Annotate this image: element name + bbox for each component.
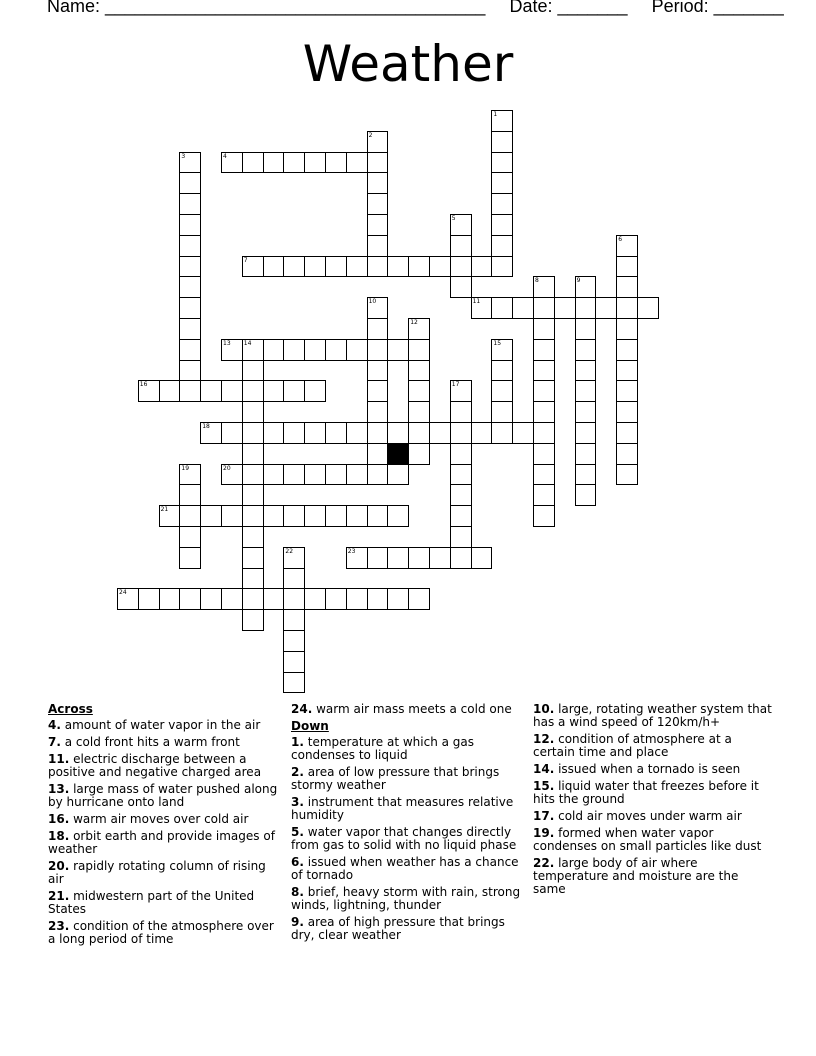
grid-cell[interactable] [575, 443, 597, 465]
grid-cell[interactable] [533, 380, 555, 402]
grid-cell[interactable] [325, 256, 347, 278]
grid-cell[interactable] [367, 214, 389, 236]
grid-cell[interactable] [616, 318, 638, 340]
grid-cell[interactable] [179, 172, 201, 194]
clue-number: 18 [202, 423, 210, 430]
clue-down-19: 19. formed when water vapor condenses on small particles like dust [533, 826, 762, 853]
clue-number: 3 [181, 152, 186, 160]
clue-number: 2 [368, 131, 373, 139]
grid-cell[interactable] [367, 256, 389, 278]
grid-cell[interactable] [408, 360, 430, 382]
grid-cell[interactable] [283, 547, 305, 569]
grid-cell[interactable] [450, 256, 472, 278]
grid-cell[interactable] [221, 422, 243, 444]
grid-cell[interactable] [221, 152, 243, 174]
grid-cell[interactable] [491, 380, 513, 402]
clue-down-3: 3. instrument that measures relative humidity [291, 795, 514, 822]
grid-cell[interactable] [533, 422, 555, 444]
grid-cell[interactable] [429, 547, 451, 569]
grid-cell[interactable] [325, 505, 347, 527]
grid-cell[interactable] [200, 505, 222, 527]
grid-cell[interactable] [408, 443, 430, 465]
grid-cell[interactable] [138, 380, 160, 402]
grid-cell[interactable] [179, 276, 201, 298]
grid-cell[interactable] [491, 401, 513, 423]
grid-cell[interactable] [283, 422, 305, 444]
grid-cell[interactable] [471, 256, 493, 278]
grid-cell[interactable] [325, 152, 347, 174]
grid-cell[interactable] [408, 588, 430, 610]
grid-cell[interactable] [263, 256, 285, 278]
grid-cell[interactable] [346, 152, 368, 174]
grid-cell[interactable] [346, 547, 368, 569]
grid-cell[interactable] [367, 588, 389, 610]
grid-cell[interactable] [179, 256, 201, 278]
grid-cell[interactable] [450, 443, 472, 465]
clues-column-2 [291, 703, 523, 946]
grid-cell[interactable] [491, 360, 513, 382]
grid-cell[interactable] [367, 235, 389, 257]
grid-cell[interactable] [367, 131, 389, 153]
grid-cell[interactable] [346, 339, 368, 361]
grid-cell[interactable] [533, 443, 555, 465]
grid-cell[interactable] [179, 297, 201, 319]
grid-cell[interactable] [325, 339, 347, 361]
grid-cell[interactable] [159, 588, 181, 610]
page-title: Weather [302, 35, 514, 93]
grid-cell[interactable] [179, 214, 201, 236]
grid-cell[interactable] [242, 588, 264, 610]
clue-number: 8 [535, 277, 539, 285]
grid-cell[interactable] [450, 380, 472, 402]
clue-number: 14 [243, 339, 252, 347]
grid-cell[interactable] [242, 547, 264, 569]
grid-cell[interactable] [575, 484, 597, 506]
grid-cell[interactable] [283, 588, 305, 610]
clues-column-3 [533, 703, 773, 900]
grid-cell[interactable] [242, 380, 264, 402]
grid-cell[interactable] [367, 152, 389, 174]
grid-cell[interactable] [408, 339, 430, 361]
grid-cell[interactable] [367, 172, 389, 194]
grid-cell[interactable] [575, 401, 597, 423]
grid-cell[interactable] [491, 110, 513, 132]
grid-cell[interactable] [616, 464, 638, 486]
clue-across-13: 13. large mass of water pushed along by hurricane onto land [48, 782, 278, 809]
grid-cell[interactable] [408, 401, 430, 423]
clue-number: 7 [243, 256, 248, 264]
grid-cell[interactable] [408, 547, 430, 569]
grid-cell[interactable] [304, 339, 326, 361]
grid-cell[interactable] [179, 464, 201, 486]
clue-across-18: 18. orbit earth and provide images of weather [48, 829, 275, 856]
clue-across-20: 20. rapidly rotating column of rising air [48, 859, 266, 886]
black-square [387, 443, 409, 465]
grid-cell[interactable] [554, 297, 576, 319]
clue-number: 19 [181, 464, 190, 472]
grid-cell[interactable] [367, 547, 389, 569]
grid-cell[interactable] [221, 505, 243, 527]
grid-cell[interactable] [346, 464, 368, 486]
clue-down-8: 8. brief, heavy storm with rain, strong winds, lightning, thunder [291, 885, 521, 912]
grid-cell[interactable] [533, 505, 555, 527]
grid-cell[interactable] [533, 464, 555, 486]
grid-cell[interactable] [179, 505, 201, 527]
clue-across-24: 24. warm air mass meets a cold one [291, 702, 512, 716]
clue-across-16: 16. warm air moves over cold air [48, 812, 249, 826]
grid-cell[interactable] [616, 422, 638, 444]
grid-cell[interactable] [283, 464, 305, 486]
grid-cell[interactable] [304, 152, 326, 174]
grid-cell[interactable] [616, 276, 638, 298]
grid-cell[interactable] [242, 152, 264, 174]
grid-cell[interactable] [242, 360, 264, 382]
across-heading: Across [48, 702, 93, 716]
grid-cell[interactable] [450, 235, 472, 257]
grid-cell[interactable] [346, 422, 368, 444]
grid-cell[interactable] [575, 339, 597, 361]
clue-number: 1 [493, 111, 498, 118]
grid-cell[interactable] [450, 464, 472, 486]
grid-cell[interactable] [346, 588, 368, 610]
grid-cell[interactable] [491, 339, 513, 361]
clue-number: 16 [139, 381, 148, 389]
grid-cell[interactable] [616, 235, 638, 257]
clue-down-12: 12. condition of atmosphere at a certain time and place [533, 732, 732, 759]
grid-cell[interactable] [117, 588, 139, 610]
clue-number: 6 [618, 235, 623, 243]
grid-cell[interactable] [367, 193, 389, 215]
grid-cell[interactable] [179, 484, 201, 506]
grid-cell[interactable] [304, 422, 326, 444]
grid-cell[interactable] [575, 276, 597, 298]
grid-cell[interactable] [304, 464, 326, 486]
clue-number: 22 [285, 547, 294, 555]
clue-number: 5 [451, 215, 456, 222]
grid-cell[interactable] [221, 588, 243, 610]
grid-cell[interactable] [512, 297, 534, 319]
grid-cell[interactable] [263, 152, 285, 174]
grid-cell[interactable] [616, 401, 638, 423]
grid-cell[interactable] [575, 297, 597, 319]
grid-cell[interactable] [533, 276, 555, 298]
grid-cell[interactable] [367, 401, 389, 423]
grid-cell[interactable] [179, 152, 201, 174]
grid-cell[interactable] [283, 651, 305, 673]
grid-cell[interactable] [179, 547, 201, 569]
grid-cell[interactable] [200, 422, 222, 444]
grid-cell[interactable] [283, 339, 305, 361]
grid-cell[interactable] [471, 422, 493, 444]
grid-cell[interactable] [533, 297, 555, 319]
grid-cell[interactable] [159, 505, 181, 527]
clue-down-9: 9. area of high pressure that brings dry, clear weather [291, 915, 505, 942]
grid-cell[interactable] [616, 380, 638, 402]
grid-cell[interactable] [387, 464, 409, 486]
grid-cell[interactable] [450, 401, 472, 423]
grid-cell[interactable] [491, 422, 513, 444]
grid-cell[interactable] [408, 318, 430, 340]
grid-cell[interactable] [450, 526, 472, 548]
grid-cell[interactable] [575, 360, 597, 382]
clue-down-22: 22. large body of air where temperature and moisture are the same [533, 856, 739, 896]
grid-cell[interactable] [283, 568, 305, 590]
grid-cell[interactable] [450, 276, 472, 298]
clue-down-6: 6. issued when weather has a chance of tornado [291, 855, 519, 882]
grid-cell[interactable] [283, 256, 305, 278]
grid-cell[interactable] [616, 360, 638, 382]
grid-cell[interactable] [491, 214, 513, 236]
grid-cell[interactable] [367, 297, 389, 319]
grid-cell[interactable] [387, 339, 409, 361]
clues-column-1 [48, 703, 280, 950]
grid-cell[interactable] [367, 422, 389, 444]
grid-cell[interactable] [221, 380, 243, 402]
clue-down-15: 15. liquid water that freezes before it hits the ground [533, 779, 759, 806]
grid-cell[interactable] [637, 297, 659, 319]
grid-cell[interactable] [263, 339, 285, 361]
grid-cell[interactable] [533, 484, 555, 506]
grid-cell[interactable] [200, 588, 222, 610]
grid-cell[interactable] [221, 464, 243, 486]
grid-cell[interactable] [387, 422, 409, 444]
grid-cell[interactable] [283, 380, 305, 402]
grid-cell[interactable] [242, 484, 264, 506]
grid-cell[interactable] [491, 172, 513, 194]
grid-cell[interactable] [616, 297, 638, 319]
clue-across-23: 23. condition of the atmosphere over a long period of time [48, 919, 274, 946]
grid-cell[interactable] [263, 588, 285, 610]
grid-cell[interactable] [450, 484, 472, 506]
grid-cell[interactable] [575, 380, 597, 402]
grid-cell[interactable] [179, 318, 201, 340]
grid-cell[interactable] [429, 422, 451, 444]
name-field-label: Name: ______________________________________ [47, 0, 486, 16]
down-heading: Down [291, 719, 329, 733]
grid-cell[interactable] [616, 256, 638, 278]
clue-number: 12 [410, 319, 418, 326]
clue-down-14: 14. issued when a tornado is seen [533, 762, 741, 776]
grid-cell[interactable] [533, 318, 555, 340]
grid-cell[interactable] [242, 401, 264, 423]
grid-cell[interactable] [450, 214, 472, 236]
grid-cell[interactable] [346, 505, 368, 527]
clue-number: 13 [223, 339, 231, 347]
grid-cell[interactable] [367, 380, 389, 402]
grid-cell[interactable] [304, 380, 326, 402]
grid-cell[interactable] [616, 443, 638, 465]
grid-cell[interactable] [450, 547, 472, 569]
clue-down-5: 5. water vapor that changes directly from gas to solid with no liquid phase [291, 825, 517, 852]
clue-across-21: 21. midwestern part of the United States [48, 889, 255, 916]
grid-cell[interactable] [263, 380, 285, 402]
grid-cell[interactable] [575, 318, 597, 340]
grid-cell[interactable] [159, 380, 181, 402]
clue-across-7: 7. a cold front hits a warm front [48, 735, 240, 749]
clue-number: 9 [576, 277, 581, 285]
grid-cell[interactable] [283, 630, 305, 652]
grid-cell[interactable] [471, 297, 493, 319]
grid-cell[interactable] [575, 464, 597, 486]
grid-cell[interactable] [367, 443, 389, 465]
clue-number: 15 [493, 339, 502, 347]
grid-cell[interactable] [367, 360, 389, 382]
grid-cell[interactable] [533, 339, 555, 361]
grid-cell[interactable] [242, 568, 264, 590]
date-field-label: Date: _______ [509, 0, 628, 16]
grid-cell[interactable] [408, 380, 430, 402]
grid-cell[interactable] [387, 505, 409, 527]
grid-cell[interactable] [367, 318, 389, 340]
grid-cell[interactable] [491, 235, 513, 257]
clue-across-11: 11. electric discharge between a positive and negative charged area [48, 752, 262, 779]
grid-cell[interactable] [242, 443, 264, 465]
clue-number: 4 [223, 152, 227, 160]
grid-cell[interactable] [221, 339, 243, 361]
grid-cell[interactable] [429, 256, 451, 278]
grid-cell[interactable] [533, 360, 555, 382]
clue-across-4: 4. amount of water vapor in the air [48, 718, 261, 732]
grid-cell[interactable] [179, 380, 201, 402]
grid-cell[interactable] [283, 609, 305, 631]
grid-cell[interactable] [304, 588, 326, 610]
grid-cell[interactable] [450, 422, 472, 444]
grid-cell[interactable] [242, 505, 264, 527]
grid-cell[interactable] [367, 505, 389, 527]
grid-cell[interactable] [367, 339, 389, 361]
clue-number: 17 [451, 381, 460, 389]
grid-cell[interactable] [408, 422, 430, 444]
grid-cell[interactable] [242, 526, 264, 548]
grid-cell[interactable] [242, 256, 264, 278]
grid-cell[interactable] [304, 256, 326, 278]
grid-cell[interactable] [263, 464, 285, 486]
grid-cell[interactable] [242, 464, 264, 486]
grid-cell[interactable] [595, 297, 617, 319]
grid-cell[interactable] [179, 360, 201, 382]
grid-cell[interactable] [387, 256, 409, 278]
clue-number: 21 [160, 506, 169, 514]
clue-number: 10 [368, 298, 377, 306]
grid-cell[interactable] [263, 505, 285, 527]
grid-cell[interactable] [367, 464, 389, 486]
grid-cell[interactable] [179, 588, 201, 610]
grid-cell[interactable] [179, 235, 201, 257]
grid-cell[interactable] [242, 339, 264, 361]
grid-cell[interactable] [283, 152, 305, 174]
grid-cell[interactable] [304, 505, 326, 527]
grid-cell[interactable] [179, 526, 201, 548]
grid-cell[interactable] [346, 256, 368, 278]
period-field-label: Period: _______ [651, 0, 784, 16]
grid-cell[interactable] [325, 464, 347, 486]
grid-cell[interactable] [616, 339, 638, 361]
clue-down-1: 1. temperature at which a gas condenses to liquid [291, 735, 475, 762]
grid-cell[interactable] [387, 547, 409, 569]
grid-cell[interactable] [491, 152, 513, 174]
clue-down-2: 2. area of low pressure that brings stormy weather [291, 765, 500, 792]
grid-cell[interactable] [242, 422, 264, 444]
grid-cell[interactable] [491, 256, 513, 278]
grid-cell[interactable] [408, 256, 430, 278]
grid-cell[interactable] [263, 422, 285, 444]
grid-cell[interactable] [283, 505, 305, 527]
grid-cell[interactable] [283, 672, 305, 694]
clue-number: 11 [472, 298, 481, 306]
clue-number: 24 [119, 589, 127, 597]
grid-cell[interactable] [491, 131, 513, 153]
grid-cell[interactable] [242, 609, 264, 631]
grid-cell[interactable] [450, 505, 472, 527]
grid-cell[interactable] [200, 380, 222, 402]
clue-number: 20 [223, 464, 231, 472]
grid-cell[interactable] [471, 547, 493, 569]
grid-cell[interactable] [138, 588, 160, 610]
clue-number: 23 [347, 547, 356, 555]
grid-cell[interactable] [179, 193, 201, 215]
grid-cell[interactable] [179, 339, 201, 361]
clue-down-17: 17. cold air moves under warm air [533, 809, 742, 823]
grid-cell[interactable] [491, 297, 513, 319]
grid-cell[interactable] [533, 401, 555, 423]
grid-cell[interactable] [325, 422, 347, 444]
grid-cell[interactable] [387, 588, 409, 610]
clue-down-10: 10. large, rotating weather system that has a wind speed of 120km/h+ [533, 702, 772, 729]
grid-cell[interactable] [491, 193, 513, 215]
grid-cell[interactable] [575, 422, 597, 444]
grid-cell[interactable] [325, 588, 347, 610]
grid-cell[interactable] [512, 422, 534, 444]
